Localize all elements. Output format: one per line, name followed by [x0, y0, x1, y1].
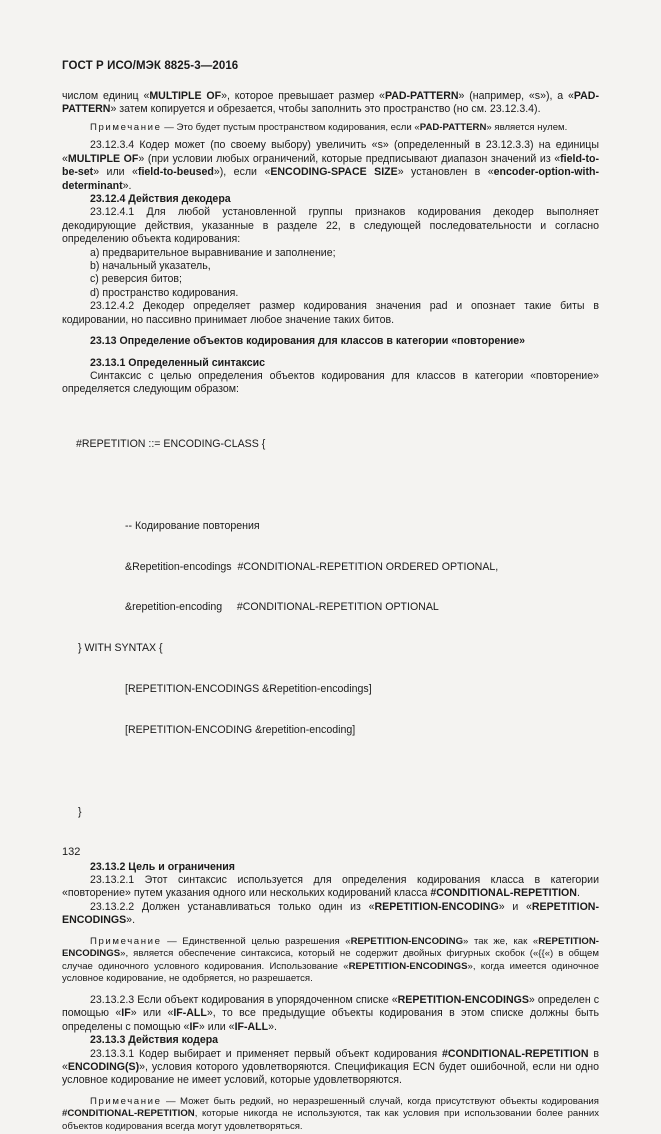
- text: », когда имеется одиночное условное кодирование, не одобряется, но разрешается.: [62, 960, 599, 985]
- text: 23.13.2.1 Этот синтаксис используется для определения кодирования класса в категории «повторение» путем указания одного или нескольких кодирований класса: [62, 873, 599, 900]
- text: , которые никогда не используются, так как условия при использовании более ранних объектов кодирования всегда могут удовлетворяться.: [62, 1108, 599, 1132]
- term: #CONDITIONAL-REPETITION: [62, 1108, 195, 1120]
- text: » установлен в «: [397, 166, 494, 179]
- text: » (например, «s»), а «: [458, 90, 574, 102]
- list-item: a) предварительное выравнивание и заполнение;: [90, 246, 336, 259]
- text: » или «: [198, 1020, 235, 1033]
- paragraph-23-13-3-1: [62, 1048, 599, 1088]
- text: » или «: [93, 166, 138, 179]
- heading-23-13-2: 23.13.2 Цель и ограничения: [90, 860, 235, 873]
- heading-23-13-3: 23.13.3 Действия кодера: [90, 1034, 219, 1047]
- text: » определен с помощью «: [62, 993, 599, 1020]
- term: MULTIPLE OF: [67, 152, 139, 165]
- heading-23-13: 23.13 Определение объектов кодирования для классов в категории «повторение»: [90, 335, 526, 348]
- term: field-to-beused: [137, 166, 214, 179]
- page-number: 132: [62, 846, 81, 858]
- note-label: Примечание: [90, 121, 162, 133]
- term: encoder-option-with-determinant: [62, 166, 599, 192]
- text: 23.13.3.1 Кодер выбирает и применяет первый объект кодирования: [90, 1047, 442, 1060]
- note-3: [62, 1096, 599, 1134]
- text: — Это будет пустым пространством кодирования, если «: [161, 121, 420, 133]
- text: ».: [126, 914, 136, 927]
- term: ENCODING-SPACE SIZE: [270, 166, 398, 179]
- term: field-to-be-set: [62, 152, 599, 179]
- text: — Может быть редкий, но неразрешенный случай, когда присутствуют объекты кодирования: [161, 1095, 599, 1107]
- paragraph-23-13-2-3: [62, 994, 599, 1034]
- text: .: [576, 887, 580, 900]
- note-label: Примечание: [90, 935, 162, 947]
- term: REPETITION-ENCODINGS: [62, 935, 599, 960]
- text: », является обеспечение синтаксиса, который не содержит двойных фигурных скобок («{{«) в общем случае одиночного условного кодирования. Использование «: [62, 948, 599, 972]
- paragraph-23-13-2-2: [62, 901, 599, 928]
- paragraph-23-12-3-4: [62, 139, 599, 193]
- term: REPETITION-ENCODINGS: [397, 993, 529, 1006]
- note-label: Примечание: [90, 1095, 162, 1107]
- text: в «: [62, 1047, 599, 1073]
- code-line: #REPETITION ::= ENCODING-CLASS {: [76, 437, 266, 450]
- text: » является нулем.: [486, 121, 568, 133]
- list-item: c) реверсия битов;: [90, 273, 182, 286]
- term: ENCODING(S): [67, 1060, 140, 1073]
- heading-23-13-1: 23.13.1 Определенный синтаксис: [90, 356, 266, 369]
- term: IF: [189, 1020, 199, 1033]
- text: » (при условии любых ограничений, которые предписывают диапазон значений из «: [138, 152, 561, 165]
- term: REPETITION-ENCODING: [350, 935, 464, 947]
- text: », условия которого удовлетворяются. Спецификация ECN будет ошибочной, если ни одно условное кодирование не имеет условий, которые удовлетворяются.: [62, 1060, 599, 1087]
- paragraph-23-12-4-1: 23.12.4.1 Для любой установленной группы признаков кодирования декодер выполняет декодирующие действия, указанные в разделе 22, в следующей последовательности и согласно определению объекта кодирования:: [62, 206, 599, 246]
- list-item: b) начальный указатель,: [90, 260, 211, 273]
- term: PAD-PATTERN: [62, 90, 599, 116]
- paragraph-23-13-2-1: [62, 874, 599, 901]
- term: PAD-PATTERN: [419, 121, 487, 133]
- text: ».: [268, 1020, 277, 1033]
- code-line: } WITH SYNTAX {: [78, 642, 163, 655]
- text: » затем копируется и обрезается, чтобы заполнить это пространство (но см. 23.12.3.4).: [110, 103, 541, 116]
- code-block: [62, 411, 599, 847]
- note-1: [62, 122, 599, 135]
- code-comment: -- Кодирование повторения: [125, 519, 260, 532]
- text: 23.13.2.2 Должен устанавливаться только один из «: [90, 900, 375, 913]
- term: IF-ALL: [173, 1007, 207, 1020]
- paragraph-23-12-4-2: 23.12.4.2 Декодер определяет размер кодирования значения pad и опознает такие биты в кодировании, но пассивно принимает любое значение таких битов.: [62, 300, 599, 326]
- code-line: [REPETITION-ENCODINGS &Repetition-encodings]: [125, 683, 372, 695]
- list-item: d) пространство кодирования.: [90, 286, 239, 299]
- text: » или «: [130, 1007, 174, 1020]
- page-content: [62, 90, 599, 1134]
- term: #CONDITIONAL-REPETITION: [430, 887, 577, 900]
- term: MULTIPLE OF: [149, 90, 222, 102]
- code-line: &repetition-encoding #CONDITIONAL-REPETITION OPTIONAL: [125, 601, 439, 614]
- text: числом единиц «: [62, 90, 150, 102]
- code-line: [REPETITION-ENCODING &repetition-encoding]: [125, 723, 356, 736]
- text: 23.13.2.3 Если объект кодирования в упорядоченном списке «: [90, 993, 398, 1006]
- page-header: ГОСТ Р ИСО/МЭК 8825-3—2016: [62, 60, 239, 72]
- text: 23.12.3.4 Кодер может (по своему выбору) увеличить «s» (определенный в 23.12.3.3) на единицы «: [62, 139, 599, 165]
- note-2: [62, 936, 599, 986]
- text: », то все предыдущие объекты кодирования в этом списке должны быть определены с помощью «: [62, 1007, 599, 1033]
- term: PAD-PATTERN: [384, 90, 459, 102]
- heading-23-12-4: 23.12.4 Действия декодера: [90, 193, 231, 206]
- code-line: }: [78, 805, 82, 818]
- term: REPETITION-ENCODING: [374, 900, 499, 913]
- text: »), если «: [213, 166, 271, 179]
- code-line: &Repetition-encodings #CONDITIONAL-REPETITION ORDERED OPTIONAL,: [125, 560, 499, 573]
- term: IF: [121, 1007, 131, 1020]
- term: REPETITION-ENCODINGS: [62, 900, 599, 927]
- term: REPETITION-ENCODINGS: [348, 960, 468, 972]
- paragraph-syntax-intro: Синтаксис с целью определения объектов кодирования для классов в категории «повторение» определяется следующим образом:: [62, 369, 599, 396]
- text: » так же, как «: [463, 935, 539, 947]
- term: #CONDITIONAL-REPETITION: [442, 1047, 589, 1060]
- text: », которое превышает размер «: [221, 90, 385, 102]
- text: ».: [122, 179, 132, 192]
- text: » и «: [498, 900, 532, 913]
- text: — Единственной целью разрешения «: [161, 935, 351, 947]
- paragraph-continuation: [62, 90, 599, 117]
- term: IF-ALL: [234, 1020, 269, 1033]
